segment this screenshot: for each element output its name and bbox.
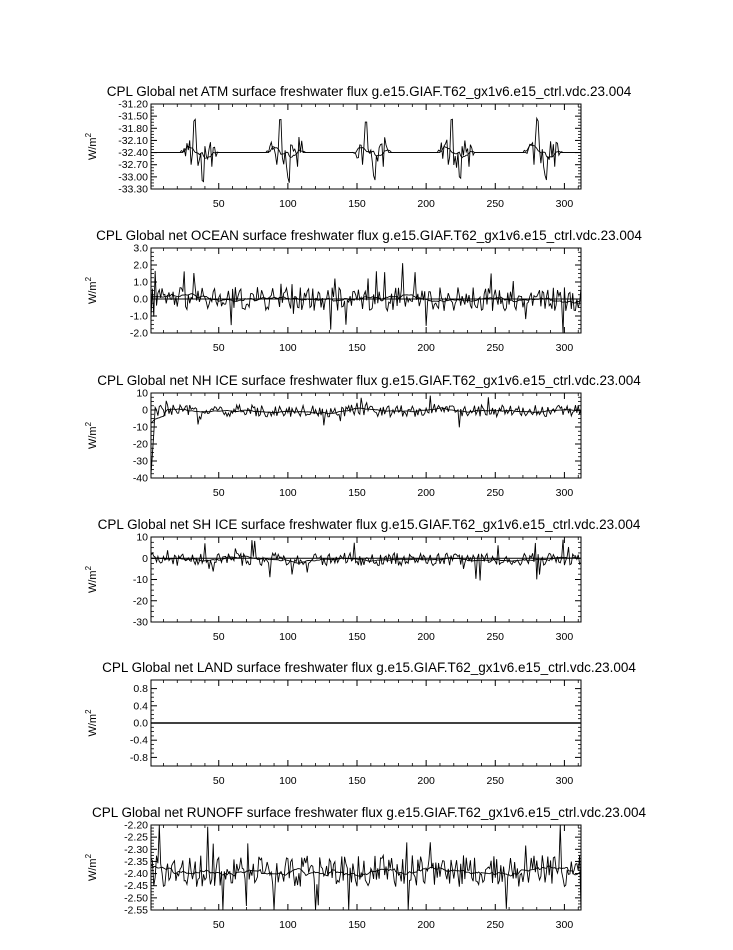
x-tick-label: 200: [417, 775, 435, 787]
x-tick-label: 50: [212, 919, 225, 931]
x-tick-label: 300: [555, 919, 574, 931]
x-tick-label: 250: [486, 198, 505, 210]
chart-title: CPL Global net OCEAN surface freshwater flux g.e15.GIAF.T62_gx1v6.e15_ctrl.vdc.23.004: [96, 228, 642, 243]
y-tick-label: -20: [132, 438, 148, 451]
x-tick-label: 150: [348, 775, 366, 787]
x-tick-label: 300: [555, 775, 574, 787]
chart-title: CPL Global net ATM surface freshwater flux g.e15.GIAF.T62_gx1v6.e15_ctrl.vdc.23.004: [106, 84, 632, 99]
y-tick-label: -2.35: [124, 855, 148, 868]
y-tick-label: -2.25: [124, 831, 148, 844]
x-tick-label: 50: [212, 775, 225, 787]
x-tick-label: 250: [486, 487, 505, 499]
y-tick-label: 0.8: [133, 683, 148, 696]
x-tick-label: 200: [417, 342, 435, 354]
x-tick-label: 200: [417, 631, 435, 643]
x-tick-label: 100: [279, 631, 297, 643]
y-tick-label: 0: [142, 552, 148, 565]
x-tick-label: 150: [348, 342, 366, 354]
y-tick-label: -33.30: [118, 183, 148, 196]
y-axis-label: $W/m^2$: [84, 132, 99, 161]
x-tick-label: 300: [555, 198, 574, 210]
x-tick-label: 200: [417, 487, 435, 499]
y-tick-label: -2.30: [124, 843, 148, 856]
chart-title: CPL Global net RUNOFF surface freshwater flux g.e15.GIAF.T62_gx1v6.e15_ctrl.vdc.23.004: [91, 805, 647, 820]
x-tick-label: 250: [486, 775, 505, 787]
x-tick-label: 100: [279, 775, 297, 787]
y-axis-label: $W/m^2$: [84, 853, 99, 882]
y-tick-label: -0.4: [129, 734, 148, 747]
y-tick-label: -0.8: [129, 751, 148, 764]
chart-panel-2: [84, 228, 642, 354]
y-tick-label: -31.20: [118, 98, 148, 111]
x-tick-label: 50: [212, 631, 225, 643]
y-tick-label: -30: [132, 455, 148, 468]
y-tick-label: 0.0: [133, 717, 148, 730]
plot-frame: [151, 248, 581, 333]
y-tick-label: -32.10: [118, 134, 148, 147]
y-tick-label: 0: [142, 404, 148, 417]
y-axis-label: $W/m^2$: [84, 276, 99, 305]
y-tick-label: 1.0: [133, 276, 148, 289]
chart-panel-5: [84, 660, 636, 787]
y-tick-label: 10: [136, 387, 148, 400]
series-line-monthly: [151, 263, 581, 333]
x-tick-label: 250: [486, 631, 505, 643]
y-tick-label: -2.0: [129, 327, 148, 340]
y-tick-label: -31.80: [118, 122, 148, 135]
x-tick-label: 150: [348, 919, 366, 931]
chart-title: CPL Global net SH ICE surface freshwater flux g.e15.GIAF.T62_gx1v6.e15_ctrl.vdc.23.004: [97, 517, 641, 532]
series-line-smoothed: [151, 408, 581, 423]
chart-panel-6: [84, 805, 646, 931]
x-tick-label: 150: [348, 198, 366, 210]
plot-frame: [151, 104, 581, 189]
x-tick-label: 100: [279, 487, 297, 499]
y-tick-label: 10: [136, 531, 148, 544]
chart-title: CPL Global net LAND surface freshwater flux g.e15.GIAF.T62_gx1v6.e15_ctrl.vdc.23.004: [102, 660, 636, 675]
x-tick-label: 100: [279, 198, 297, 210]
y-tick-label: -2.20: [124, 819, 148, 832]
y-tick-label: -20: [132, 595, 148, 608]
series-line-monthly: [151, 825, 581, 910]
plot-frame: [151, 393, 581, 478]
y-axis-label: $W/m^2$: [84, 565, 99, 594]
x-tick-label: 150: [348, 631, 366, 643]
x-tick-label: 300: [555, 487, 574, 499]
y-tick-label: -2.50: [124, 892, 148, 905]
y-tick-label: -30: [132, 616, 148, 629]
plot-frame: [151, 537, 581, 622]
y-axis-label: $W/m^2$: [84, 421, 99, 450]
x-tick-label: 50: [212, 342, 225, 354]
chart-panel-3: [84, 373, 641, 499]
y-tick-label: -31.50: [118, 110, 148, 123]
chart-title: CPL Global net NH ICE surface freshwater flux g.e15.GIAF.T62_gx1v6.e15_ctrl.vdc.23.004: [97, 373, 641, 388]
x-tick-label: 300: [555, 342, 574, 354]
plot-frame: [151, 825, 581, 910]
y-tick-label: 0.4: [133, 700, 148, 713]
y-tick-label: -10: [132, 574, 148, 586]
x-tick-label: 100: [279, 342, 297, 354]
chart-panel-4: [84, 517, 641, 643]
y-tick-label: -1.0: [129, 310, 148, 323]
x-tick-label: 50: [212, 487, 225, 499]
y-tick-label: -32.40: [118, 147, 148, 160]
x-tick-label: 50: [212, 198, 225, 210]
x-tick-label: 300: [555, 631, 574, 643]
y-tick-label: -10: [132, 421, 148, 434]
y-tick-label: -2.45: [124, 880, 148, 893]
x-tick-label: 100: [279, 919, 297, 931]
y-tick-label: -2.40: [124, 868, 148, 881]
y-tick-label: 0.0: [133, 293, 148, 306]
x-tick-label: 250: [486, 919, 505, 931]
y-tick-label: -32.70: [118, 159, 148, 172]
x-tick-label: 150: [348, 487, 366, 499]
chart-panel-1: [84, 84, 632, 210]
x-tick-label: 200: [417, 198, 435, 210]
y-tick-label: 3.0: [133, 242, 148, 255]
series-line-monthly: [151, 396, 581, 475]
x-tick-label: 200: [417, 919, 435, 931]
y-tick-label: -2.55: [124, 904, 148, 917]
y-tick-label: -40: [132, 472, 148, 485]
y-axis-label: $W/m^2$: [84, 709, 99, 737]
y-tick-label: 2.0: [133, 259, 148, 272]
x-tick-label: 250: [486, 342, 505, 354]
y-tick-label: -33.00: [118, 171, 148, 184]
